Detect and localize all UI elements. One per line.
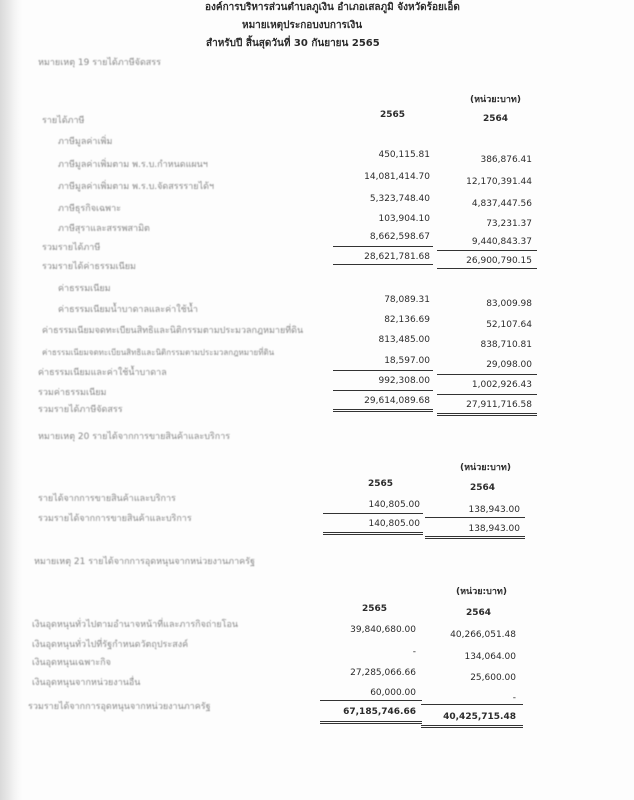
rule <box>437 250 537 251</box>
note21-item-prior: 134,064.00 <box>464 652 516 662</box>
note19-item-prior: 73,231.37 <box>486 219 532 229</box>
note21-item-label: เงินอุดหนุนทั่วไปที่รัฐกำหนดวัตถุประสงค์ <box>32 640 189 650</box>
note19-heading: หมายเหตุ 19 รายได้ภาษีจัดสรร <box>38 58 161 68</box>
note19-fee-label: ค่าธรรมเนียมจดทะเบียนสิทธิและนิติกรรมตามประมวลกฎหมายที่ดิน <box>42 326 304 336</box>
rule <box>421 725 523 726</box>
note19-item-label: รวมรายได้ภาษี <box>42 243 101 253</box>
note19-fee-current: 78,089.31 <box>384 295 430 305</box>
rule <box>437 394 537 395</box>
scan-edge-shadow <box>0 0 22 800</box>
note21-item-current: 39,840,680.00 <box>350 625 416 635</box>
rule <box>333 246 433 247</box>
rule <box>421 704 523 705</box>
note19-fee-prior: 29,098.00 <box>486 360 532 370</box>
note19-fee-current: 82,136.69 <box>384 315 430 325</box>
note20-total-label: รวมรายได้จากการขายสินค้าและบริการ <box>38 514 192 524</box>
rule <box>425 536 525 537</box>
note19-item-current: 8,662,598.67 <box>369 232 430 242</box>
note19-total-label: รวมรายได้ภาษีจัดสรร <box>38 405 123 415</box>
note21-item-label: เงินอุดหนุนเฉพาะกิจ <box>32 658 111 668</box>
rule <box>437 268 537 269</box>
note19-subtotal-current: 28,621,781.68 <box>364 252 430 262</box>
rule <box>333 264 433 265</box>
note19-item-prior: 4,837,447.56 <box>471 199 532 209</box>
note20-total-prior: 138,943.00 <box>468 524 520 534</box>
note19-fee-current: 18,597.00 <box>384 356 430 366</box>
note20-total-current: 140,805.00 <box>368 519 420 529</box>
note21-total-prior: 40,425,715.48 <box>443 712 516 722</box>
note19-fee-prior: 1,002,926.43 <box>471 380 532 390</box>
note21-item-prior: 40,266,051.48 <box>450 630 516 640</box>
note19-item-prior: 12,170,391.44 <box>466 177 532 187</box>
rule <box>437 413 537 414</box>
note19-subtotal-label: รวมรายได้ค่าธรรมเนียม <box>42 262 136 272</box>
note19-units: (หน่วย:บาท) <box>470 95 521 105</box>
org-name: องค์การบริหารส่วนตำบลภูเงิน อำเภอเสลภูมิ จังหวัดร้อยเอ็ด <box>205 2 460 13</box>
note21-year-prior: 2564 <box>466 608 492 618</box>
note19-item-label: ภาษีธุรกิจเฉพาะ <box>58 204 121 214</box>
note21-total-label: รวมรายได้จากการอุดหนุนจากหน่วยงานภาครัฐ <box>28 702 211 712</box>
note19-subtotal-prior: 26,900,790.15 <box>466 256 532 266</box>
note20-year-current: 2565 <box>368 479 394 489</box>
document-title: หมายเหตุประกอบงบการเงิน <box>242 20 363 31</box>
note21-item-prior: - <box>512 693 516 703</box>
note19-fee-prior: 52,107.64 <box>486 320 532 330</box>
note20-item-current: 140,805.00 <box>368 500 420 510</box>
note19-total-current: 29,614,089.68 <box>364 396 430 406</box>
note19-item-current: 103,904.10 <box>378 214 430 224</box>
note19-fee-label: ค่าธรรมเนียมและค่าใช้น้ำบาดาล <box>38 368 167 378</box>
note21-year-current: 2565 <box>362 604 388 614</box>
note19-item-prior: 9,440,843.37 <box>471 237 532 247</box>
note20-heading: หมายเหตุ 20 รายได้จากการขายสินค้าและบริการ <box>38 432 231 442</box>
note21-total-current: 67,185,746.66 <box>343 707 416 717</box>
rule <box>320 721 422 722</box>
note19-item-prior: 386,876.41 <box>480 155 532 165</box>
note21-heading: หมายเหตุ 21 รายได้จากการอุดหนุนจากหน่วยงานภาครัฐ <box>34 557 255 567</box>
rule <box>437 374 537 375</box>
note21-item-prior: 25,600.00 <box>470 673 516 683</box>
note19-item-current: 450,115.81 <box>378 150 430 160</box>
note19-fee-label: ค่าธรรมเนียมน้ำบาดาลและค่าใช้น้ำ <box>58 305 198 315</box>
rule <box>323 534 423 535</box>
note19-total-prior: 27,911,716.58 <box>466 400 532 410</box>
note20-year-prior: 2564 <box>470 483 496 493</box>
note19-item-label: ภาษีมูลค่าเพิ่มตาม พ.ร.บ.กำหนดแผนฯ <box>58 160 208 170</box>
rule <box>333 370 433 371</box>
note21-item-label: เงินอุดหนุนจากหน่วยงานอื่น <box>32 678 141 688</box>
period-label: สำหรับปี สิ้นสุดวันที่ 30 กันยายน 2565 <box>206 38 380 49</box>
note19-fee-prior: 83,009.98 <box>486 299 532 309</box>
note19-item-current: 14,081,414.70 <box>364 172 430 182</box>
note19-fee-section-label: ค่าธรรมเนียม <box>58 284 111 294</box>
rule <box>320 700 422 701</box>
note21-item-current: - <box>412 647 416 657</box>
rule <box>421 727 523 728</box>
note21-item-label: เงินอุดหนุนทั่วไปตามอำนาจหน้าที่และภารกิจถ่ายโอน <box>32 620 239 630</box>
rule <box>425 517 525 518</box>
rule <box>323 513 423 514</box>
rule <box>425 538 525 539</box>
note19-year-prior: 2564 <box>483 114 509 124</box>
note19-fee-current: 992,308.00 <box>378 376 430 386</box>
note19-fee-current: 813,485.00 <box>378 335 430 345</box>
note21-units: (หน่วย:บาท) <box>456 587 507 597</box>
note19-item-current: 5,323,748.40 <box>369 194 430 204</box>
rule <box>333 411 433 412</box>
rule <box>320 723 422 724</box>
note19-section-label: รายได้ภาษี <box>42 116 85 126</box>
note19-item-label: ภาษีสุราและสรรพสามิต <box>58 224 150 234</box>
rule <box>437 415 537 416</box>
rule <box>333 390 433 391</box>
note20-units: (หน่วย:บาท) <box>460 463 511 473</box>
rule <box>333 409 433 410</box>
note19-fee-prior: 838,710.81 <box>480 340 532 350</box>
note21-item-current: 27,285,066.66 <box>350 668 416 678</box>
note19-item-label: ภาษีมูลค่าเพิ่ม <box>58 137 113 147</box>
note19-year-current: 2565 <box>380 110 406 120</box>
note20-item-prior: 138,943.00 <box>468 505 520 515</box>
rule <box>323 532 423 533</box>
note19-fee-label: รวมค่าธรรมเนียม <box>38 388 107 398</box>
note20-item-label: รายได้จากการขายสินค้าและบริการ <box>38 494 176 504</box>
note21-item-current: 60,000.00 <box>370 688 416 698</box>
note19-item-label: ภาษีมูลค่าเพิ่มตาม พ.ร.บ.จัดสรรรายได้ฯ <box>58 182 215 192</box>
note19-fee-label: ค่าธรรมเนียมจดทะเบียนสิทธิและนิติกรรมตามประมวลกฎหมายที่ดิน <box>42 348 275 357</box>
